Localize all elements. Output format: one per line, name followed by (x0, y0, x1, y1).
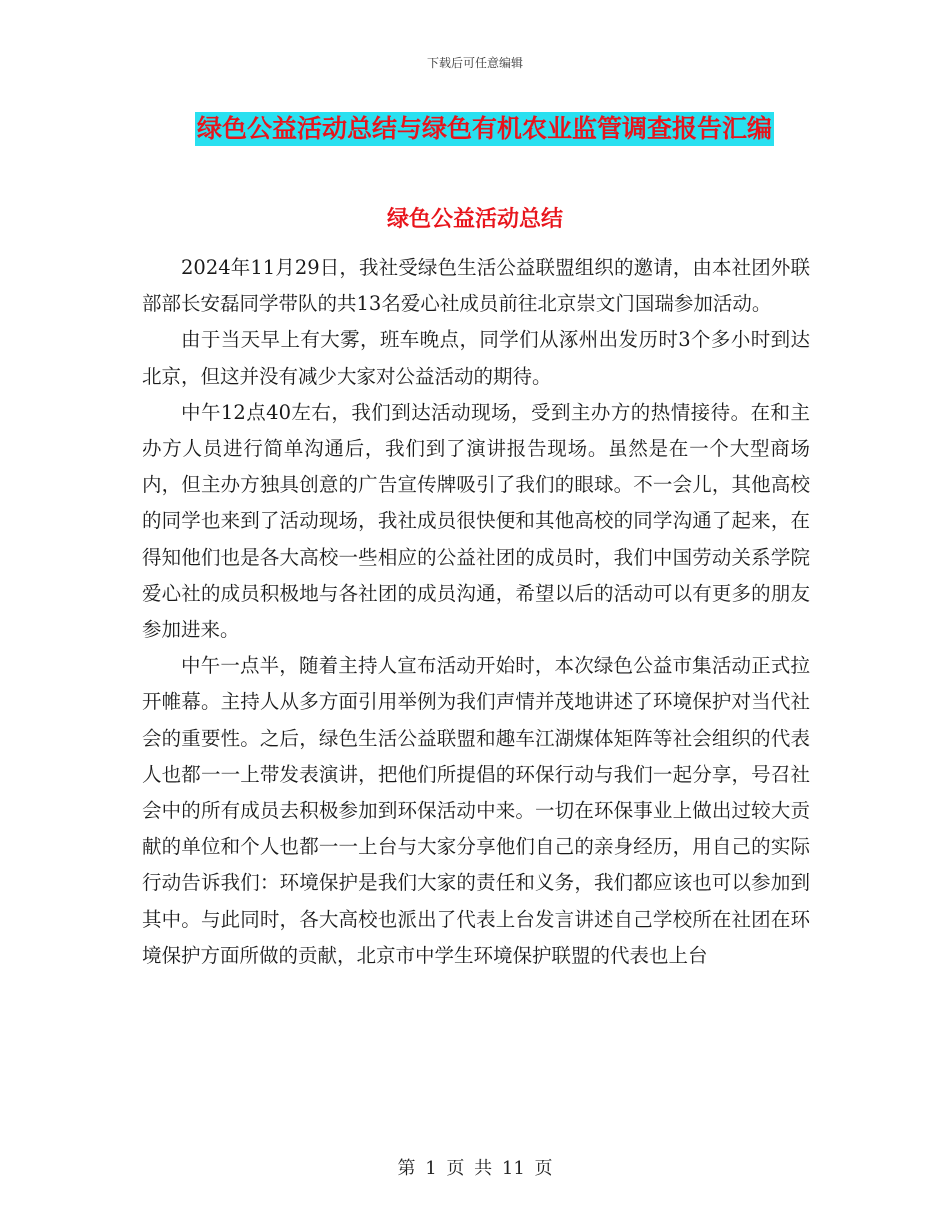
footer-label-pages-end: 页 (534, 1158, 553, 1179)
paragraph-4: 中午一点半，随着主持人宣布活动开始时，本次绿色公益市集活动正式拉开帷幕。主持人从多方面引用举例为我们声情并茂地讲述了环境保护对当代社会的重要性。之后，绿色生活公益联盟和趣车江湖煤体矩阵等社会组织的代表人也都一一上带发表演讲，把他们所提倡的环保行动与我们一起分享，号召社会中的所有成员去积极参加到环保活动中来。一切在环保事业上做出过较大贡献的单位和个人也都一一上台与大家分享他们自己的亲身经历，用自己的实际行动告诉我们：环境保护是我们大家的责任和义务，我们都应该也可以参加到其中。与此同时，各大高校也派出了代表上台发言讲述自己学校所在社团在环境保护方面所做的贡献，北京市中学生环境保护联盟的代表也上台 (142, 654, 810, 967)
footer-label-of: 页 共 (446, 1158, 493, 1179)
paragraph-3: 中午12点40左右，我们到达活动现场，受到主办方的热情接待。在和主办方人员进行简单沟通后，我们到了演讲报告现场。虽然是在一个大型商场内，但主办方独具创意的广告宣传牌吸引了我们的眼球。不一会儿，其他高校的同学也来到了活动现场，我社成员很快便和其他高校的同学沟通了起来，在得知他们也是各大高校一些相应的公益社团的成员时，我们中国劳动关系学院爱心社的成员积极地与各社团的成员沟通，希望以后的活动可以有更多的朋友参加进来。 (142, 400, 810, 642)
body-text (142, 250, 810, 974)
footer-page-number: 1 (425, 1158, 437, 1179)
document-main-title: 绿色公益活动总结与绿色有机农业监管调查报告汇编 (195, 112, 774, 146)
paragraph-2: 由于当天早上有大雾，班车晚点，同学们从涿州出发历时3个多小时到达北京，但这并没有减少大家对公益活动的期待。 (142, 328, 810, 388)
page-header-note: 下载后可任意编辑 (426, 56, 523, 70)
footer-total-pages: 11 (501, 1158, 525, 1179)
footer-label-page: 第 (397, 1158, 416, 1179)
section-title: 绿色公益活动总结 (386, 207, 563, 232)
page-footer (0, 1154, 950, 1180)
paragraph-1: 2024年11月29日，我社受绿色生活公益联盟组织的邀请，由本社团外联部部长安磊同学带队的共13名爱心社成员前往北京崇文门国瑞参加活动。 (142, 256, 810, 316)
